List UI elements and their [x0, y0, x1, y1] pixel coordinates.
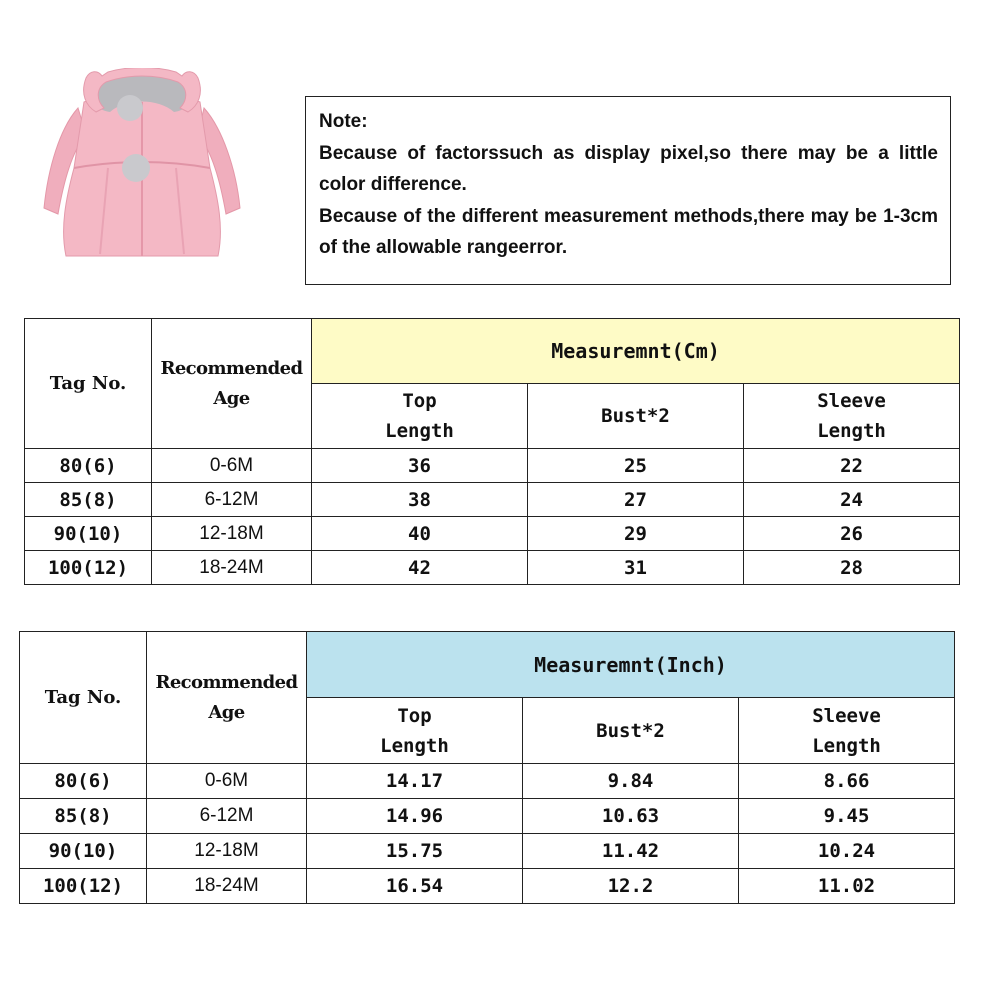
- header-sleeve-line1: Sleeve: [817, 390, 886, 412]
- note-line-measurement: Because of the different measurement methods,there may be 1-3cm of the allowable rangeerror.: [319, 205, 938, 258]
- table-row: [25, 517, 960, 551]
- cell-bust: 11.42: [523, 834, 739, 869]
- header-top-line2: Length: [380, 734, 449, 757]
- cell-top: 36: [312, 449, 528, 483]
- product-image-pink-coat: [38, 68, 246, 264]
- header-top-length: [307, 698, 523, 764]
- cell-sleeve: 8.66: [739, 764, 955, 799]
- cell-bust: 9.84: [523, 764, 739, 799]
- cell-age: 12-18M: [152, 517, 312, 551]
- table-row: [25, 483, 960, 517]
- table-row: [20, 799, 955, 834]
- cell-age: 12-18M: [147, 834, 307, 869]
- cell-sleeve: 28: [744, 551, 960, 585]
- cell-top: 40: [312, 517, 528, 551]
- size-table-cm: [24, 318, 960, 585]
- table-row: [20, 834, 955, 869]
- cell-bust: 25: [528, 449, 744, 483]
- header-sleeve-line1: Sleeve: [812, 704, 881, 727]
- cell-age: 0-6M: [152, 449, 312, 483]
- header-bust: Bust*2: [523, 698, 739, 764]
- header-sleeve-length: [739, 698, 955, 764]
- cell-tag: 90(10): [20, 834, 147, 869]
- header-age-line2: Age: [208, 701, 245, 723]
- note-box: [305, 96, 951, 285]
- table-row: [20, 869, 955, 904]
- cell-sleeve: 22: [744, 449, 960, 483]
- cell-top: 38: [312, 483, 528, 517]
- cell-sleeve: 9.45: [739, 799, 955, 834]
- header-top-line1: Top: [397, 704, 432, 727]
- header-age-line1: Recommended: [160, 357, 303, 379]
- cell-top: 14.17: [307, 764, 523, 799]
- header-age-line1: Recommended: [155, 671, 298, 693]
- cell-age: 18-24M: [147, 869, 307, 904]
- header-tag-no: Tag No.: [20, 632, 147, 764]
- header-age-line2: Age: [213, 387, 250, 409]
- header-top-line1: Top: [402, 390, 437, 412]
- table-row: [20, 764, 955, 799]
- cell-bust: 29: [528, 517, 744, 551]
- cell-top: 14.96: [307, 799, 523, 834]
- cell-bust: 12.2: [523, 869, 739, 904]
- cell-bust: 27: [528, 483, 744, 517]
- header-recommended-age: [152, 319, 312, 449]
- cell-tag: 100(12): [20, 869, 147, 904]
- cell-age: 18-24M: [152, 551, 312, 585]
- note-title: Note:: [319, 111, 368, 132]
- cell-sleeve: 11.02: [739, 869, 955, 904]
- size-table-inch: [19, 631, 955, 904]
- cell-top: 15.75: [307, 834, 523, 869]
- cell-tag: 80(6): [20, 764, 147, 799]
- cell-age: 6-12M: [152, 483, 312, 517]
- table-row: [25, 449, 960, 483]
- header-top-length: [312, 384, 528, 449]
- header-bust: Bust*2: [528, 384, 744, 449]
- header-recommended-age: [147, 632, 307, 764]
- cell-tag: 85(8): [25, 483, 152, 517]
- header-sleeve-length: [744, 384, 960, 449]
- cell-tag: 90(10): [25, 517, 152, 551]
- cell-sleeve: 24: [744, 483, 960, 517]
- table-row: [25, 551, 960, 585]
- header-tag-no: Tag No.: [25, 319, 152, 449]
- cell-tag: 80(6): [25, 449, 152, 483]
- cell-age: 0-6M: [147, 764, 307, 799]
- header-measurement-inch: Measuremnt(Inch): [307, 632, 955, 698]
- cell-top: 42: [312, 551, 528, 585]
- note-line-color: Because of factorssuch as display pixel,so there may be a little color difference.: [319, 142, 938, 195]
- cell-sleeve: 26: [744, 517, 960, 551]
- cell-tag: 100(12): [25, 551, 152, 585]
- cell-bust: 10.63: [523, 799, 739, 834]
- header-top-line2: Length: [385, 420, 454, 442]
- cell-top: 16.54: [307, 869, 523, 904]
- cell-age: 6-12M: [147, 799, 307, 834]
- header-sleeve-line2: Length: [812, 734, 881, 757]
- cell-tag: 85(8): [20, 799, 147, 834]
- cell-bust: 31: [528, 551, 744, 585]
- cell-sleeve: 10.24: [739, 834, 955, 869]
- header-sleeve-line2: Length: [817, 420, 886, 442]
- header-measurement-cm: Measuremnt(Cm): [312, 319, 960, 384]
